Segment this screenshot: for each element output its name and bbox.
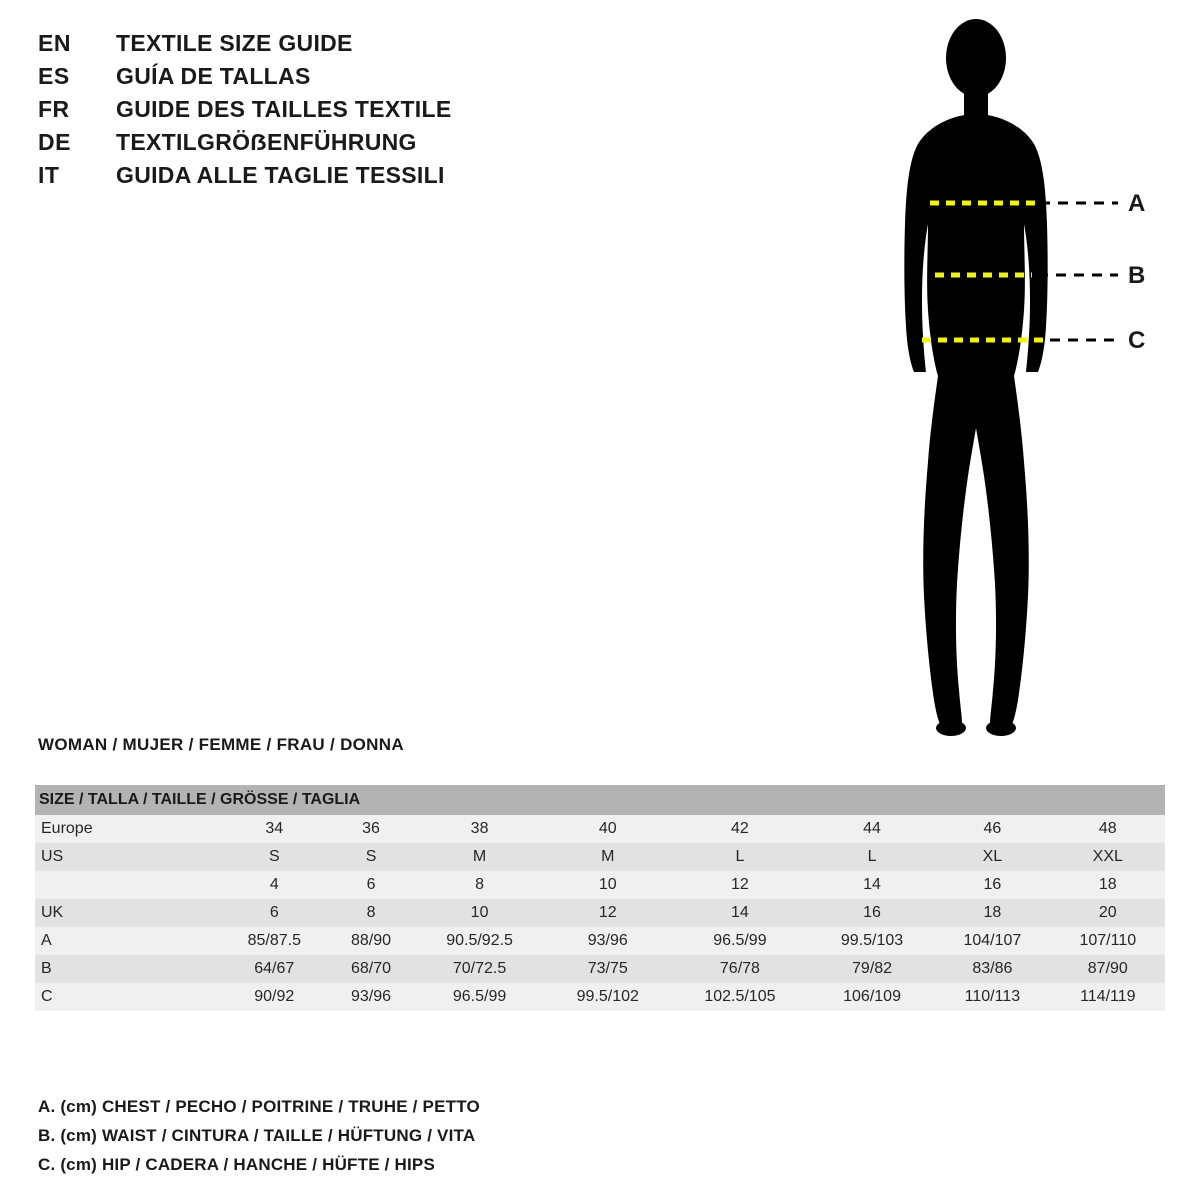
footnotes <box>38 1092 738 1179</box>
table-row <box>35 927 1165 955</box>
table-cell: 6 <box>220 899 329 927</box>
table-row <box>35 871 1165 899</box>
title-row <box>38 129 638 162</box>
title-row <box>38 96 638 129</box>
title-lang-code: ES <box>38 63 70 89</box>
table-cell: 106/109 <box>810 983 934 1011</box>
table-cell: 18 <box>1051 871 1165 899</box>
table-row <box>35 955 1165 983</box>
table-cell: 20 <box>1051 899 1165 927</box>
row-label: Europe <box>35 815 220 843</box>
table-cell: M <box>414 843 546 871</box>
title-text: TEXTILE SIZE GUIDE <box>116 30 353 56</box>
table-cell: 96.5/99 <box>670 927 810 955</box>
female-silhouette-icon <box>860 10 1190 750</box>
row-label: UK <box>35 899 220 927</box>
title-text: TEXTILGRÖẞENFÜHRUNG <box>116 129 417 155</box>
table-cell: 46 <box>934 815 1050 843</box>
table-cell: XL <box>934 843 1050 871</box>
table-cell: 34 <box>220 815 329 843</box>
table-cell: 73/75 <box>546 955 670 983</box>
table-cell: 76/78 <box>670 955 810 983</box>
table-cell: 64/67 <box>220 955 329 983</box>
size-table <box>35 785 1165 1011</box>
table-cell: 93/96 <box>329 983 414 1011</box>
table-cell: 85/87.5 <box>220 927 329 955</box>
table-cell: 12 <box>670 871 810 899</box>
table-cell: 79/82 <box>810 955 934 983</box>
table-cell: 70/72.5 <box>414 955 546 983</box>
title-lang-code: EN <box>38 30 71 56</box>
measure-label-c: C <box>1128 327 1146 354</box>
table-cell: 10 <box>546 871 670 899</box>
table-cell: 10 <box>414 899 546 927</box>
table-cell: 8 <box>329 899 414 927</box>
table-cell: 16 <box>810 899 934 927</box>
table-cell: 16 <box>934 871 1050 899</box>
footnote-waist: B. (cm) WAIST / CINTURA / TAILLE / HÜFTUNG / VITA <box>38 1126 476 1145</box>
table-cell: 42 <box>670 815 810 843</box>
table-cell: 110/113 <box>934 983 1050 1011</box>
title-text: GUIDE DES TAILLES TEXTILE <box>116 96 452 122</box>
table-header-label: SIZE / TALLA / TAILLE / GRÖSSE / TAGLIA <box>35 785 1165 815</box>
table-cell: 4 <box>220 871 329 899</box>
table-cell: S <box>220 843 329 871</box>
table-cell: 14 <box>810 871 934 899</box>
measure-label-a: A <box>1128 190 1146 217</box>
table-row <box>35 815 1165 843</box>
title-row <box>38 162 638 195</box>
table-cell: 114/119 <box>1051 983 1165 1011</box>
table-cell: 93/96 <box>546 927 670 955</box>
table-cell: 102.5/105 <box>670 983 810 1011</box>
title-row <box>38 63 638 96</box>
row-label: US <box>35 843 220 871</box>
table-cell: 88/90 <box>329 927 414 955</box>
table-cell: 40 <box>546 815 670 843</box>
table-row <box>35 899 1165 927</box>
table-cell: 90.5/92.5 <box>414 927 546 955</box>
table-cell: 68/70 <box>329 955 414 983</box>
measure-label-b: B <box>1128 262 1146 289</box>
table-cell: 87/90 <box>1051 955 1165 983</box>
row-label: B <box>35 955 220 983</box>
title-text: GUIDA ALLE TAGLIE TESSILI <box>116 162 445 188</box>
table-cell: 14 <box>670 899 810 927</box>
footnote-hip: C. (cm) HIP / CADERA / HANCHE / HÜFTE / HIPS <box>38 1155 436 1174</box>
table-cell: 6 <box>329 871 414 899</box>
table-cell: 99.5/103 <box>810 927 934 955</box>
table-cell: 48 <box>1051 815 1165 843</box>
title-lang-code: DE <box>38 129 71 155</box>
table-row <box>35 843 1165 871</box>
table-cell: 36 <box>329 815 414 843</box>
title-block <box>38 30 638 195</box>
table-cell: M <box>546 843 670 871</box>
table-cell: 38 <box>414 815 546 843</box>
title-lang-code: FR <box>38 96 70 122</box>
table-cell: 104/107 <box>934 927 1050 955</box>
table-cell: 12 <box>546 899 670 927</box>
table-cell: XXL <box>1051 843 1165 871</box>
table-cell: 107/110 <box>1051 927 1165 955</box>
table-cell: 96.5/99 <box>414 983 546 1011</box>
table-cell: 44 <box>810 815 934 843</box>
title-lang-code: IT <box>38 162 60 188</box>
section-label-woman: WOMAN / MUJER / FEMME / FRAU / DONNA <box>38 735 404 754</box>
table-cell: 83/86 <box>934 955 1050 983</box>
table-cell: 99.5/102 <box>546 983 670 1011</box>
table-header-row <box>35 785 1165 815</box>
table-cell: L <box>670 843 810 871</box>
body-measurement-figure <box>860 10 1190 750</box>
row-label: A <box>35 927 220 955</box>
title-row <box>38 30 638 63</box>
table-row <box>35 983 1165 1011</box>
row-label: C <box>35 983 220 1011</box>
table-cell: S <box>329 843 414 871</box>
table-cell: L <box>810 843 934 871</box>
table-cell: 8 <box>414 871 546 899</box>
row-label <box>35 871 220 899</box>
title-text: GUÍA DE TALLAS <box>116 63 311 89</box>
table-cell: 90/92 <box>220 983 329 1011</box>
table-cell: 18 <box>934 899 1050 927</box>
footnote-chest: A. (cm) CHEST / PECHO / POITRINE / TRUHE / PETTO <box>38 1097 480 1116</box>
